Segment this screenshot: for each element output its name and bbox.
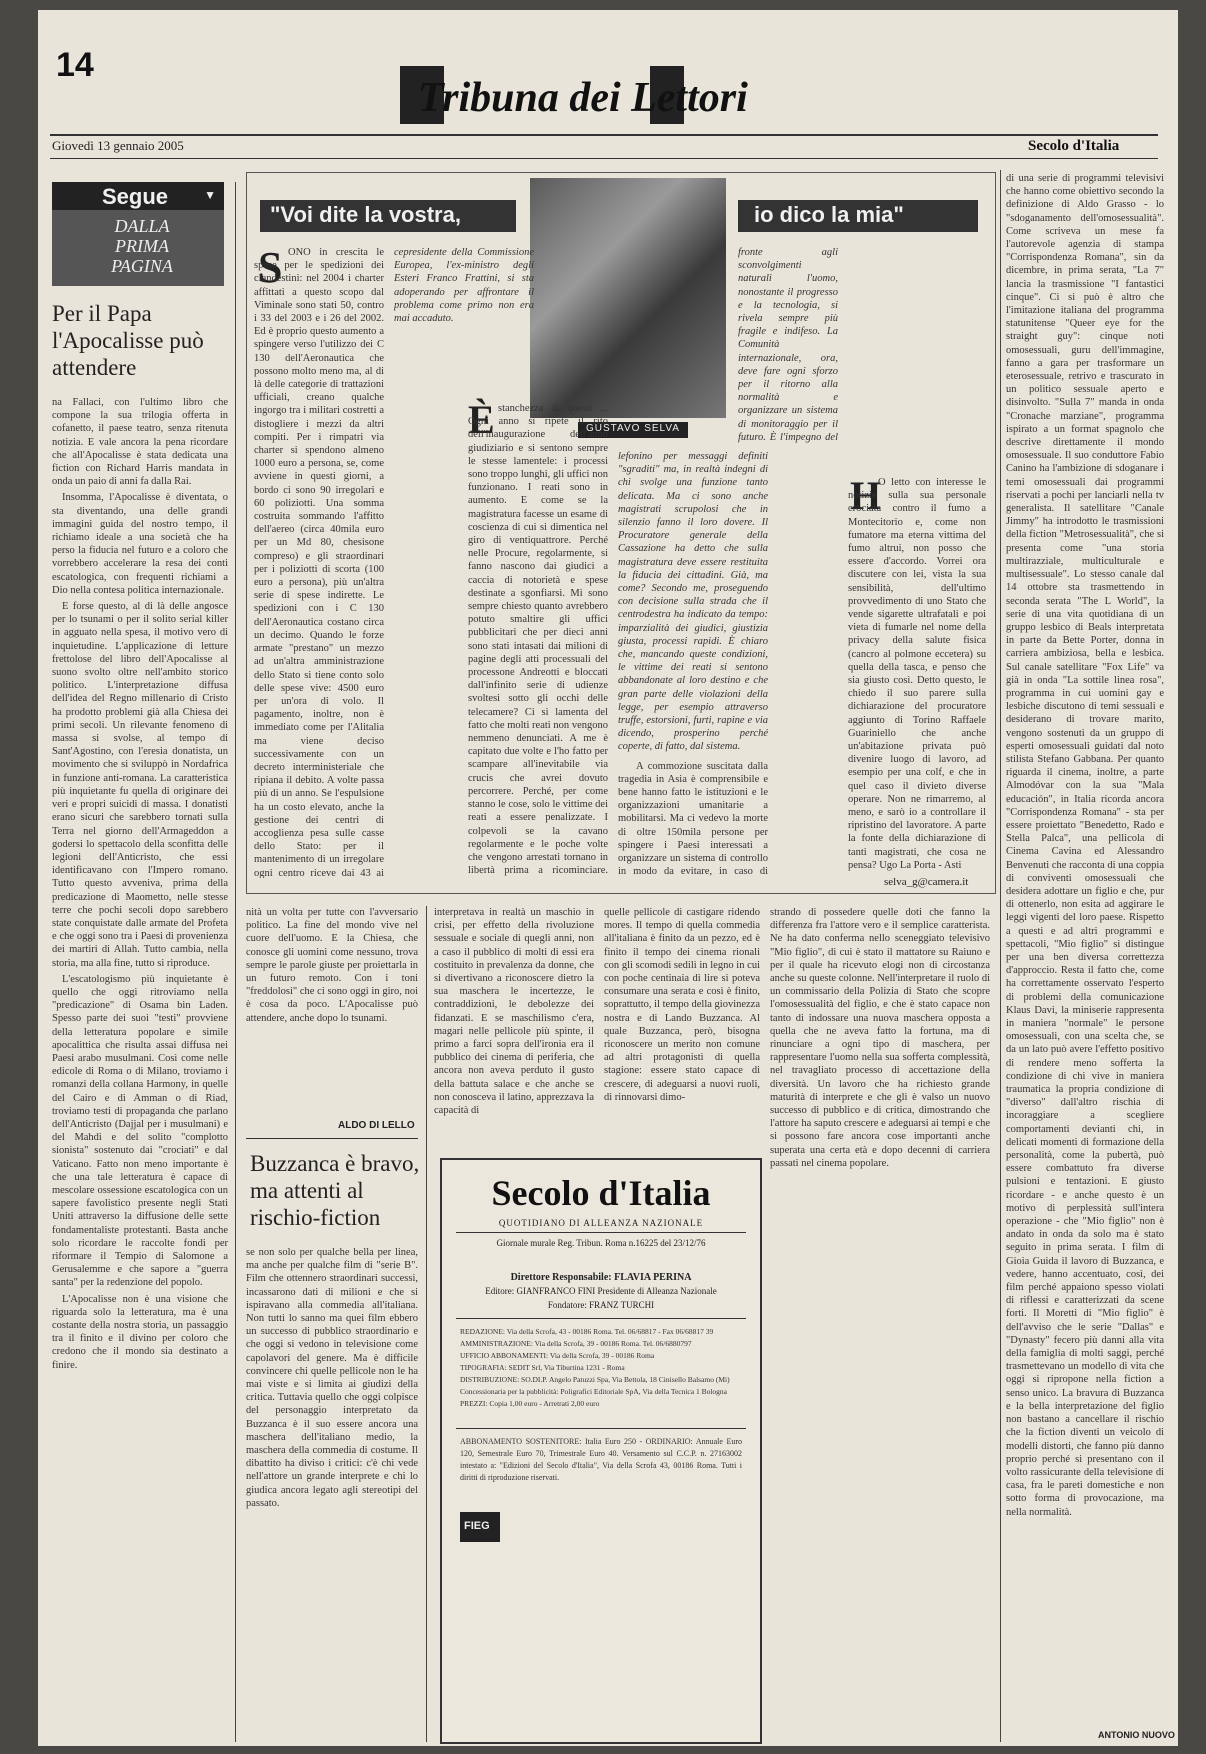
- colophon-founder: Fondatore: FRANZ TURCHI: [547, 1300, 655, 1310]
- segue-paragraph: L'escatologismo più inquietante è quello che oggi ritroviamo nella "predicazione" di Osama bin Laden. Spesso parte dei suoi "testi" provviene della letteratura popolare e simile apocalittica che risulta assai diffusa nei Paesi arabo musulmani. Così come nelle edicole di Roma o di Milano, troviamo i romanzi della collana Harmony, in quelle del Cairo e di Amman o di Riad, troviamo testi di propaganda che parlano dell'Anticristo (Dajjal per i musulmani) e del Mahdi e del solito "complotto sionista" sostenuto dai "crociati" e dal Vaticano. Fatto non meno importante è che una tale letteratura è capace di mescolare ossessione escatologica con un sapere favolistico presente negli Stati Uniti attraverso la diffusione delle sette fondamentaliste protestanti. Basta anche solo ricordare le raccolte fondi per riformare il Tempio di Salomone a Gerusalemme e che sapore a "guerra santa" per la redenzione del popolo.: [52, 973, 228, 1289]
- photo-caption-text: GUSTAVO SELVA: [586, 423, 680, 434]
- photo-gustavo-selva: [530, 178, 726, 418]
- column-divider: [235, 182, 236, 1742]
- feature-letter: O letto con interesse le notizie sulla sua personale crociata contro il fumo a Montecitorio e, come non fumatore ma eterna vittima del fumo altrui, non posso che essere d'accordo. Vorrei ora discutere con lei, vista la sua sensibilità, dell'ultimo provvedimento di uno Stato che vende sigarette ultrafatali e poi vieta di fumarle nel nome della privacy della salute fisica (cancro al polmone eccetera) su quella della tasca, e penso che sia giusto così. Detto questo, le chiedo il suo parere sulla dichiarazione del procuratore aggiunto di Torino Raffaele Guariniello che anche un'abitazione privata può divenire luogo di lavoro, ad esempio per una colf, e che in quel caso il divieto diverse operare. Non ne rimarremo, al meno, e sarò io a controllare il ripristino del lavoratore. A parte la fonte della dichiarazione di tanti magistrati, che cosa ne pensa? Ugo La Porta - Asti: [848, 477, 986, 871]
- feature-letter: ONO in crescita le spese per le spedizioni dei clandestini: nel 2004 i charter affittati a questo scopo dal Viminale sono stati 50, contro i 33 del 2003 e i 26 del 2002. Ed è proprio questo aumento a spingere verso l'utilizzo dei C 130 dell'Aeronautica che possono molto meno ma, al di là delle categorie di trattazioni ufficiali, creano qualche ingorgo tra i militari costretti a distogliere i mezzi da altri compiti. Per i rimpatri via charter si spendono almeno 1000 euro a persona, se, come avviene in questi giorni, a bordo ci sono 90 irregolari e 60 poliziotti. Una somma costruita sommando l'affitto dell'aereo (circa 40mila euro per un Md 80, chesisone compreso) e gli straordinari per i poliziotti di scorta (100 euro a persona), più un'altra serie di spese indirette. Le spedizioni con i C 130 dell'Aeronautica costano circa un decimo. Quando le forze armate "prestano" un mezzo ad un'altra amministrazione dello Stato si tiene conto solo delle spese vive: 4500 euro per un'ora di volo. Il pagamento, inoltre, non è immediato come per l'Alitalia ma viene deciso successivamente con un decreto interministeriale che ripiana il debito. A volte passa più di un anno. Se l'espulsione ha un costo elevato, anche la gestione dei centri di accoglienza pesa sulle casse dello Stato: per il mantenimento di un irregolare ogni centro riceve dai 43 ai: [254, 247, 384, 878]
- signature: selva_g@camera.it: [884, 876, 969, 888]
- feature-title-right-text: io dico la mia": [754, 202, 904, 227]
- feature-col4: [848, 246, 986, 878]
- colophon-rule: [456, 1318, 746, 1319]
- header-rule-top: [50, 134, 1158, 136]
- fieg-logo-text: FIEG: [464, 1520, 490, 1532]
- chevron-down-icon: ▼: [204, 188, 216, 202]
- colophon-subscriptions: ABBONAMENTO SOSTENITORE: Italia Euro 250 - ORDINARIO: Annuale Euro 120, Semestrale Euro 70, Trimestrale Euro 40. Versamento sul C.C.P. n. 27163002 intestato a: "Edizioni del Secolo d'Italia", Via della Scrofa 43, 00186 Roma. Tutti i diritti di riproduzione riservati.: [460, 1437, 742, 1482]
- colophon-line: AMMINISTRAZIONE: Via della Scrofa, 39 - 00186 Roma. Tel. 06/6880797: [460, 1339, 692, 1348]
- feature-title-left: [260, 200, 516, 232]
- colophon-director: Direttore Responsabile: FLAVIA PERINA: [510, 1272, 692, 1283]
- colophon-publisher: Editore: GIANFRANCO FINI Presidente di Alleanza Nazionale: [485, 1286, 717, 1296]
- buzzanca-col2: [434, 906, 594, 1144]
- feature-title-right: [738, 200, 978, 232]
- drop-cap: H: [850, 473, 882, 518]
- segue-body: [52, 396, 228, 1740]
- feature-col2-upper: [394, 246, 530, 396]
- page-number: 14: [56, 46, 94, 84]
- column-divider: [426, 906, 427, 1742]
- drop-cap: S: [258, 243, 283, 292]
- buzzanca-headline: Buzzanca è bravo, ma attenti al rischio-fiction: [250, 1151, 420, 1230]
- colophon-line: PREZZI: Copia 1,00 euro - Arretrati 2,00 euro: [460, 1399, 600, 1408]
- feature-col1: [254, 243, 384, 878]
- feature-col3: [618, 450, 768, 878]
- segue-continued: [246, 906, 418, 1116]
- colophon-box: [440, 1158, 762, 1744]
- buzzanca-col3: [604, 906, 760, 1144]
- feature-reply: lefonino per messaggi definiti "sgraditi" ma, in realtà indegni di chi svolge una funzione tanto delicata. Ma ci sono anche magistrati scrupolosi che in silenzio fanno il loro dovere. Il Procuratore generale della Cassazione ha detto che sulla magistratura deve essere restituita la fiducia dei cittadini. Già, ma come? Secondo me, proseguendo con decisione sulla strada che il centrodestra ha indicato da tempo: imparzialità dei giudici, giustizia giusta, processi rapidi. È chiaro che, mancando queste condizioni, le vittime dei reati si sentono abbandonate al loro destino e che gran parte delle violazioni della legge, per esempio attraverso truffe, estorsioni, furti, rapine e via dicendo, prosperino perché coperte, di fatto, dal sistema.: [618, 451, 768, 753]
- segue-continued-text: nità un volta per tutte con l'avversario politico. La fine del mondo vive nel cuore dell'uomo. E la Chiesa, che conosce gli uomini come nessuno, trova sempre le parole giuste per proiettarla in un futuro remoto. Con i toni "freddolosi" che ci sono oggi in giro, noi è cosa da poco. L'Apocalisse può attendere, anche dopo lo tsunami.: [246, 907, 418, 1024]
- feature-col3-upper: [738, 246, 838, 446]
- colophon-line: DISTRIBUZIONE: SO.DI.P. Angelo Patuzzi Spa, Via Bettola, 18 Cinisello Balsamo (Mi): [460, 1375, 730, 1384]
- header-rule-bottom: [50, 158, 1158, 159]
- right-column-text: di una serie di programmi televisivi che hanno come obiettivo secondo la definizione di Aldo Grasso - lo "sdoganamento dell'omosessualità". Come scriveva un mese fa l'autorevole agenzia di stampa "Corrispondenza Romana", sin da dicembre, in prima serata, "La 7" lancia la trasmissione "I fantastici cinque". Ci si può è altro che l'imitazione italiana del programma statunitense "Queer eye for the straight guy": cinque noti omosessuali, guru dell'immagine, fanno a gara per trasformare un eterosessuale, retrivo e trascurato in un politico sessuale aperto e disinvolto. "Sulla 7" manda in onda "Cronache marziane", programma ispirato a un format spagnolo che descrive direttamente il mondo omosessuale. Il suo conduttore Fabio Canino ha l'ambizione di sdoganare i temi omosessuali dai programmi riservati a pochi per lanciarli nella tv generalista. Il satellitare "Canale Jimmy" ha introdotto le trasmissioni della fiction "Metrosessualità", che si presenta come "una storia multirazziale, multiculturale e multisessuale". Lo stesso canale dal 14 ottobre sta trasmettendo in seconda serata "The L World", la serie di una vita quotidiana di un gruppo lesbico di Beals interpretata in parte da Bette Porter, donna in carriera ambiziosa, bella e lesbica. Sul canale satellitare "Fox Life" va già in onda "La sottile linea rosa", programma in cui uomini gay e lesbiche discutono di temi sessuali e desiderano di trovare marito, vengono sostenuti da un gruppo di esperti omosessuali guidati dal noto stilista Stefano Gabbana. Per quanto riguarda il cinema, inoltre, a parte Almodóvar con la sua "Mala educación", in Italia ricorda ancora "Corrispondenza Romana" - sta per essere proiettato "Benedetto, Rado e Stella Palca", una pellicola di Cinema Cavina ed Alessandro Benvenuti che racconta di una coppia di conviventi omosessuali che desidera adottare un figlio e che, pur di ottenerlo, non esita ad aggirare le leggi vigenti del loro paese. Rispetto a questi e ad altri programmi e spettacoli, "Mio figlio" si distingue per una ben diversa correttezza d'approccio. Resta il fatto che, come ha correttamente osservato l'esperto di problemi della comunicazione Klaus Davi, la miniserie rappresenta in maniera "normale" le persone omosessuali, con una scelta che, se da un lato può avere l'effetto positivo di rendere meno sofferta la condizione di chi vive in maniera traumatica la propria condizione di "diverso" dall'altro rischia di incoraggiare a scegliere comportamenti devianti chi, in delicati momenti di formazione della personalità, come la pubertà, può essere combattuto fra diverse pulsioni e tentazioni. E giusto ricordare - e anche questo è un motivo di perplessità sull'intera operazione - che "Mio figlio" non è andato in onda da solo ma è stato seguito in prima serata. I film di Gioia Guida il lavoro di Buzzanca, e vedere, hanno accentuato, così, dei film perché appaiono spesso violati di riflessi e caratterizzati da scene forti. Il Moretti di "Mio figlio" è dell'avviso che le serie "Dallas" e "Dynasty" fecero più danni alla vita della famiglia di molti saggi, perché trasmettevano un modello di vita che oggi si ripropone nella fiction a senso unico. La bravura di Buzzanca e la bella interpretazione del figlio non bastano a cancellare il rischio che la fiction diventi un veicolo di modelli distorti, che fanno più danno proprio perché si presentano con il volto rassicurante della televisione di casa, fra le pareti domestiche e non sotto forma di provocazione, ma nella normalità.: [1006, 173, 1164, 1518]
- segue-author: ALDO DI LELLO: [338, 1120, 415, 1131]
- segue-label: Segue: [102, 184, 169, 209]
- buzzanca-text: strando di possedere quelle doti che fanno la differenza fra l'attore vero e il semplice caratterista. Ne ha dato conferma nello sceneggiato televisivo "Mio figlio", di cui è stato il mattatore su Raiuno e per il quale ha ricevuto elogi non di circostanza anche su queste colonne. Nell'interpretare il ruolo di un commissario della Polizia di Stato che scopre l'omosessualità del figlio, e che è stato capace non tanto di indossare una nuova maschera opposta a quella che ne aveva fatto la fortuna, ma di rinunciare a ogni tipo di maschera, per rappresentare l'uomo nella sua sofferta complessità, nel travagliato processo di accettazione della diversità. Un lavoro che ha richiesto grande maturità di interprete e che gli è valso un nuovo successo di pubblico e di critica, dimostrando che l'attore ha saputo crescere e adeguarsi ai tempi e che si possono fare ancora cose importanti anche superata una certa età e dopo decenni di carriera passati nel cinema popolare.: [770, 907, 990, 1169]
- segue-paragraph: na Fallaci, con l'ultimo libro che compone la sua trilogia offerta in cofanetto, il paese teatro, senza ritenuta notizia. E vale ancora la pena ricordare che all'Apocalisse è stata dedicata una fiction con Richard Harris mandata in onda un paio di anni fa dalla Rai.: [52, 397, 228, 488]
- colophon-rule: [456, 1232, 746, 1233]
- colophon-title: Secolo d'Italia: [491, 1173, 711, 1213]
- right-column: [1006, 172, 1164, 1732]
- colophon-rule: [456, 1428, 746, 1429]
- buzzanca-text: se non solo per qualche bella per linea, ma anche per qualche film di "serie B". Film che ottennero straordinari successi, incassarono dati di milioni e che si ispiravano alla commedia all'italiana. Non tutti lo sanno ma quei film ebbero un successo di pubblico straordinario e che oggi si vedono in televisione come capolavori del genere. Ma è difficile convincere chi quelle pellicole non le ha mai viste e si limita ai giudizi della critica. Tuttavia quello che oggi colpisce del personaggio interpretato da Buzzanca è il suo essere ancora una maschera dell'italiano medio, la maschera della commedia di costume. Il dibattito ha diviso i critici: c'è chi vede nell'attore un grande interprete e chi lo giudica ancora legato agli stereotipi del passato.: [246, 1247, 418, 1509]
- segue-paragraph: E forse questo, al di là delle angosce per lo tsunami o per il solito serial killer in agguato nella spesa, il motivo vero di inquietudine. L'applicazione di letture frettolose del libro dell'Apocalisse al suono svolto oltre nell'ambito storico politico. L'interpretazione diffusa dell'idea del Regno millenario di Cristo ha prodotto problemi già alla Chiesa dei primi secoli. Un rilevante fenomeno di massa si svolse, al tempo di Sant'Agostino, con l'eresia donatista, un movimento che si sviluppò in Nordafrica in funzione anti-romana. La caratteristica più inquietante fu quella di originare dei veri e propri suicidi di massa. I donatisti erano sicuri che sarebbero tornati sulla Terra nel giorno dell'Armageddon a godersi lo spettacolo della sconfitta delle legioni dell'Anticristo, che essi identificavano con l'Impero romano. Tutto questo avveniva, prima della predicazione di Maometto, nelle stesse terre che pochi secoli dopo sarebbero state conquistate dalle armate del Profeta e che oggi sono tra i Paesi di provenienza dei martiri di Allah. Tutto cambia, nella storia, ma alla fine, tutto si riproduce.: [52, 601, 228, 969]
- buzzanca-text: quelle pellicole di castigare ridendo mores. Il tempo di quella commedia all'italiana è finito da un pezzo, ed è finito il tempo dei cinema rionali con gli scomodi sedili in legno in cui con poche centinaia di lire si poteva consumare una serata e così è finito, soprattutto, il tempo della giovinezza nostra e di Lando Buzzanca. Al quale Buzzanca, però, bisogna riconoscere un merito non comune ad altri protagonisti di quella stagione: essere stato capace di crescere, di adeguarsi a nuovi ruoli, di rinnovarsi dimo-: [604, 907, 760, 1103]
- buzzanca-text: interpretava in realtà un maschio in crisi, per effetto della rivoluzione sessuale e sociale di quegli anni, non a caso il pubblico di molti di essi era costituito in prevalenza da donne, che si divertivano a riconoscere dietro la sua maschera le incertezze, le contraddizioni, le debolezze dei fidanzati. E se maschilismo c'era, magari nelle pellicole più spinte, il primo a farci sopra dell'ironia era il pubblico dei cinema di periferia, che ancora non aveva perduto il gusto della battuta salace e che anche se non conosceva il latino, apprezzava la capacità di: [434, 907, 594, 1117]
- segue-paragraph: L'Apocalisse non è una visione che riguarda solo la letteratura, ma è una costante della nostra storia, un passaggio tra il finito e il divino per coloro che credono che il mondo sia destinato a finire.: [52, 1293, 228, 1371]
- colophon-registration: Giornale murale Reg. Tribun. Roma n.16225 del 23/12/76: [496, 1238, 706, 1248]
- column-divider: [1000, 170, 1001, 1742]
- masthead-small: Secolo d'Italia: [1028, 138, 1120, 154]
- segue-prima-box: [52, 210, 224, 286]
- colophon-line: Concessionaria per la pubblicità: Poligrafici Editoriale SpA, Via della Tecnica 1 Bologna: [460, 1387, 728, 1396]
- newspaper-page: [38, 10, 1178, 1746]
- feature-title-left-text: "Voi dite la vostra,: [270, 202, 461, 227]
- colophon-line: REDAZIONE: Via della Scrofa, 43 - 00186 Roma. Tel. 06/68817 - Fax 06/68817 39: [460, 1327, 714, 1336]
- segue-label-box: [52, 182, 224, 210]
- colophon-lines: [460, 1326, 742, 1410]
- right-author: ANTONIO NUOVO: [1098, 1730, 1175, 1740]
- colophon-subtitle: QUOTIDIANO DI ALLEANZA NAZIONALE: [498, 1218, 704, 1228]
- buzzanca-col4: [770, 906, 996, 1740]
- fieg-logo: [460, 1512, 500, 1542]
- segue-headline: Per il Papa l'Apocalisse può attendere: [52, 301, 204, 380]
- segue-prima-text: DALLA PRIMA PAGINA: [111, 216, 173, 276]
- colophon-line: TIPOGRAFIA: SEDIT Srl, Via Tiburtina 1231 - Roma: [460, 1363, 625, 1372]
- date-line: Giovedì 13 gennaio 2005: [52, 138, 184, 153]
- colophon-line: UFFICIO ABBONAMENTI: Via della Scrofa, 39 - 00186 Roma: [460, 1351, 655, 1360]
- section-title-text: Tribuna dei Lettori: [418, 75, 748, 121]
- feature-reply: cepresidente della Commissione Europea, l'ex-ministro degli Esteri Franco Frattini, si sta adoperando per affrontare il problema come primo non era mai accaduto.: [394, 247, 534, 325]
- feature-reply: fronte agli sconvolgimenti naturali l'uomo, nonostante il progresso e la tecnologia, si rivela sempre più fragile e indifeso. La Comunità internazionale, ora, deve fare ogni sforzo per il ritorno alla normalità e organizzare un sistema di monitoraggio per il futuro. È l'impegno del: [738, 247, 838, 443]
- drop-cap: È: [468, 397, 495, 442]
- segue-paragraph: Insomma, l'Apocalisse è diventata, o sta diventando, una delle grandi immagini guida del nostro tempo, il richiamo ideale a una società che ha perso la fiducia nel futuro e a coloro che vorrebbero accelerare la resa dei conti escatologica, con frequenti richiami a Dio nella contesa politica internazionale.: [52, 492, 228, 596]
- divider: [246, 1138, 418, 1139]
- feature-letter: stanchezza di questi ... Ogni anno si ripete il rito dell'inaugurazione dell'anno giudiziario e si sentono sempre le stesse lamentele: i processi sono troppo lunghi, gli uffici non funzionano. I reati sono in aumento. E come se la magistratura facesse un esame di coscienza di cui si dimentica nel giro di ventiquattrore. Perché nelle Procure, regolarmente, si fanno nascono dai giudici a caccia di notorietà e spese destinate a sgonfiarsi. Mi sono sempre chiesto quanto avrebbero potuto smaltire gli uffici pubblicitari che per dieci anni sono stati intasati dai milioni di pagine degli atti processuali del processone Andreotti e bloccati dall'infinito serie di udienze svoltesi sotto gli occhi delle telecamere? Ci si lamenta del fatto che molti reati non vengono nemmeno denunciati. A me è capitato due volte e l'ho fatto per scampare all'inevitabile via crucis che avrei dovuto percorrere. Perché, per come stanno le cose, solo le vittime dei reati a essere penalizzate. I colpevoli se la cavano regolarmente e le poche volte che vengono arrestati tornano in libertà prima a ricominciare.: [468, 403, 608, 877]
- section-title: [400, 66, 820, 130]
- buzzanca-col1: [246, 1246, 418, 1740]
- feature-letter: A commozione suscitata dalla tragedia in Asia è comprensibile e bene hanno fatto le istituzioni e le organizzazioni umanitarie a mobilitarsi. Ma ci vedevo la morte di oltre 150mila persone per spingere i Paesi interessati a organizzare un sistema di controllo in modo da evitare, in caso di: [618, 760, 768, 878]
- feature-col2-body: [468, 397, 608, 878]
